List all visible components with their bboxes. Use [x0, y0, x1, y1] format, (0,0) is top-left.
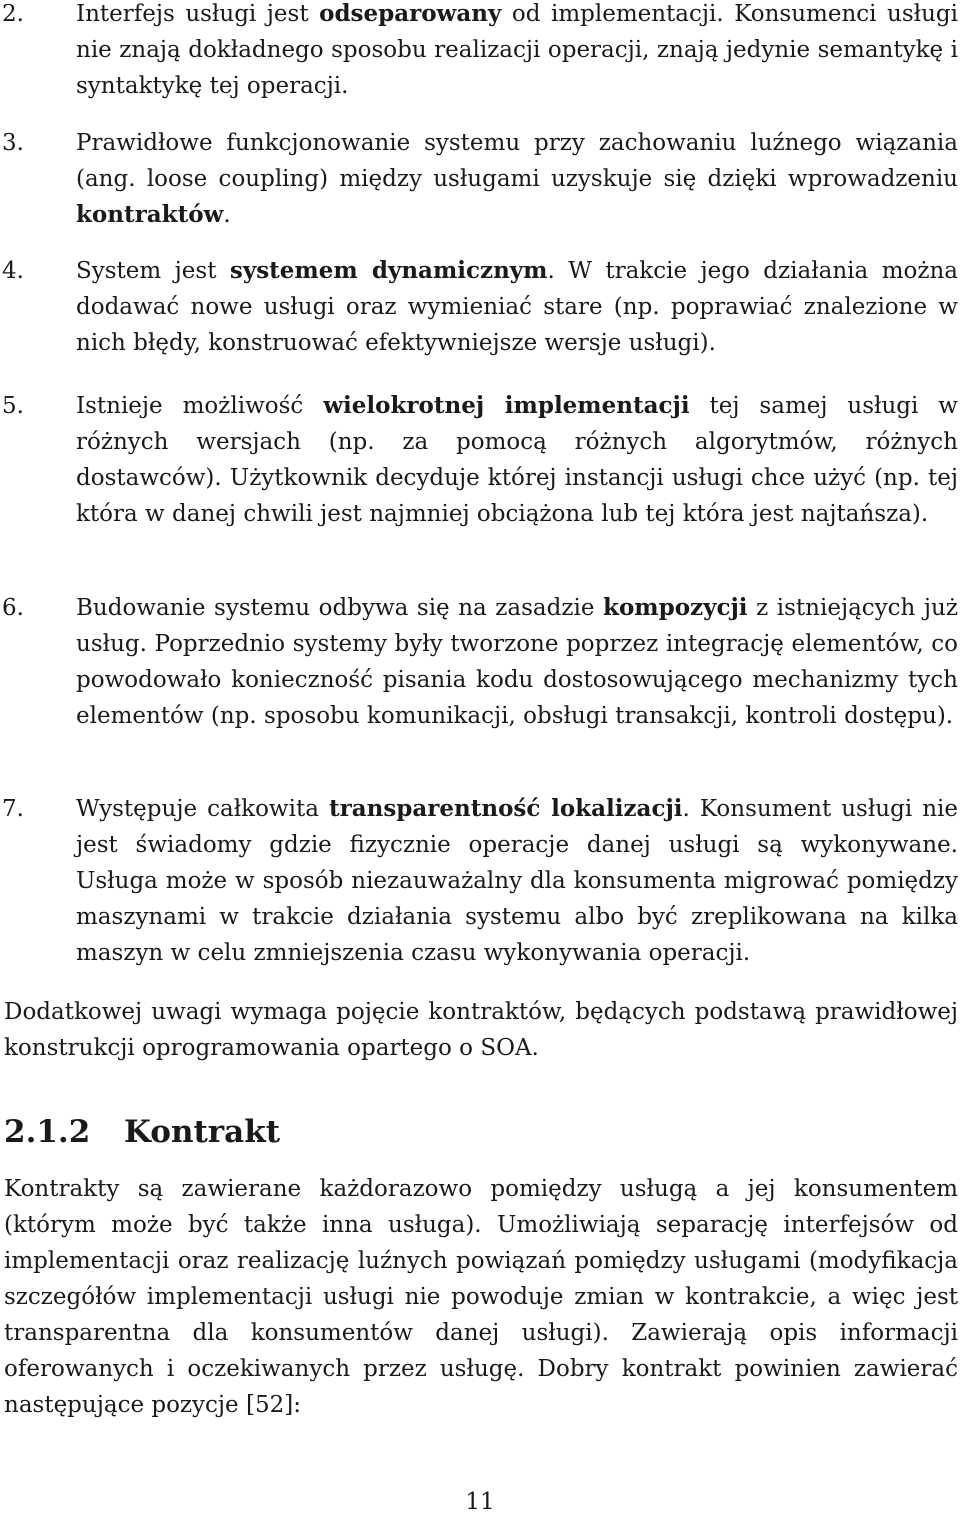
- list-item-text: [76, 0, 958, 104]
- text-run: Istnieje możliwość: [76, 393, 324, 419]
- bold-term: odseparowany: [319, 0, 502, 27]
- body-paragraph: Kontrakty są zawierane każdorazowo pomiędzy usługą a jej konsumentem (którym może być także inna usługa). Umożliwiają separację interfejsów od implementacji oraz realizację luźnych powiązań pomiędzy usługami (modyfikacja szczegółów implementacji usługi nie powoduje zmian w kontrakcie, a więc jest transparentna dla konsumentów danej usługi). Zawierają opis informacji oferowanych i oczekiwanych przez usługę. Dobry kontrakt powinien zawierać następujące pozycje [52]:: [4, 1176, 958, 1418]
- text-run: Interfejs usługi jest: [76, 1, 320, 27]
- text-run: tej samej usługi w różnych wersjach (np. za pomocą różnych algorytmów, różnych dostawców). Użytkownik decyduje której instancji usługi chce użyć (np. tej która w danej chwili jest najmniej obciążona lub tej która jest najtańsza).: [76, 393, 958, 527]
- text-run: . W trakcie jego działania można dodawać nowe usługi oraz wymieniać stare (np. poprawiać znalezione w nich błędy, konstruować efektywniejsze wersje usługi).: [76, 258, 958, 356]
- list-item-number: 5.: [2, 393, 24, 419]
- body-paragraph: Dodatkowej uwagi wymaga pojęcie kontraktów, będących podstawą prawidłowej konstrukcji oprogramowania opartego o SOA.: [4, 999, 958, 1061]
- list-item-text: [76, 388, 958, 532]
- list-item-number: 4.: [2, 258, 24, 284]
- section-number: 2.1.2: [4, 1114, 91, 1150]
- bold-term: kompozycji: [603, 594, 748, 621]
- bold-term: wielokrotnej implementacji: [323, 392, 690, 419]
- page-number: 11: [465, 1489, 495, 1515]
- text-run: z istniejących już usług. Poprzednio systemy były tworzone poprzez integrację elementów, co powodowało konieczność pisania kodu dostosowującego mechanizmy tych elementów (np. sposobu komunikacji, obsługi transakcji, kontroli dostępu).: [76, 595, 958, 729]
- bold-term: transparentność lokalizacji: [328, 795, 683, 822]
- list-item-text: [76, 791, 958, 971]
- text-run: od implementacji. Konsumenci usługi nie znają dokładnego sposobu realizacji operacji, znają jedynie semantykę i syntaktykę tej operacji.: [76, 1, 958, 99]
- list-item-number: 3.: [2, 130, 24, 156]
- text-run: Występuje całkowita: [76, 796, 329, 822]
- list-item-text: [76, 590, 958, 734]
- bold-term: systemem dynamicznym: [229, 257, 548, 284]
- text-run: System jest: [76, 258, 230, 284]
- text-run: Budowanie systemu odbywa się na zasadzie: [76, 595, 604, 621]
- section-title: Kontrakt: [124, 1114, 281, 1150]
- list-item-text: [76, 253, 958, 361]
- text-run: Prawidłowe funkcjonowanie systemu przy zachowaniu luźnego wiązania (ang. loose coupling) między usługami uzyskuje się dzięki wprowadzeniu: [76, 130, 958, 192]
- list-item-number: 2.: [2, 1, 24, 27]
- list-item-number: 6.: [2, 595, 24, 621]
- text-run: . Konsument usługi nie jest świadomy gdzie fizycznie operacje danej usługi są wykonywane. Usługa może w sposób niezauważalny dla konsumenta migrować pomiędzy maszynami w trakcie działania systemu albo być zreplikowana na kilka maszyn w celu zmniejszenia czasu wykonywania operacji.: [76, 796, 958, 966]
- bold-term: kontraktów: [76, 201, 224, 228]
- list-item-text: [76, 125, 958, 233]
- list-item-number: 7.: [2, 796, 24, 822]
- section-heading: [4, 1110, 280, 1154]
- text-run: .: [223, 202, 231, 228]
